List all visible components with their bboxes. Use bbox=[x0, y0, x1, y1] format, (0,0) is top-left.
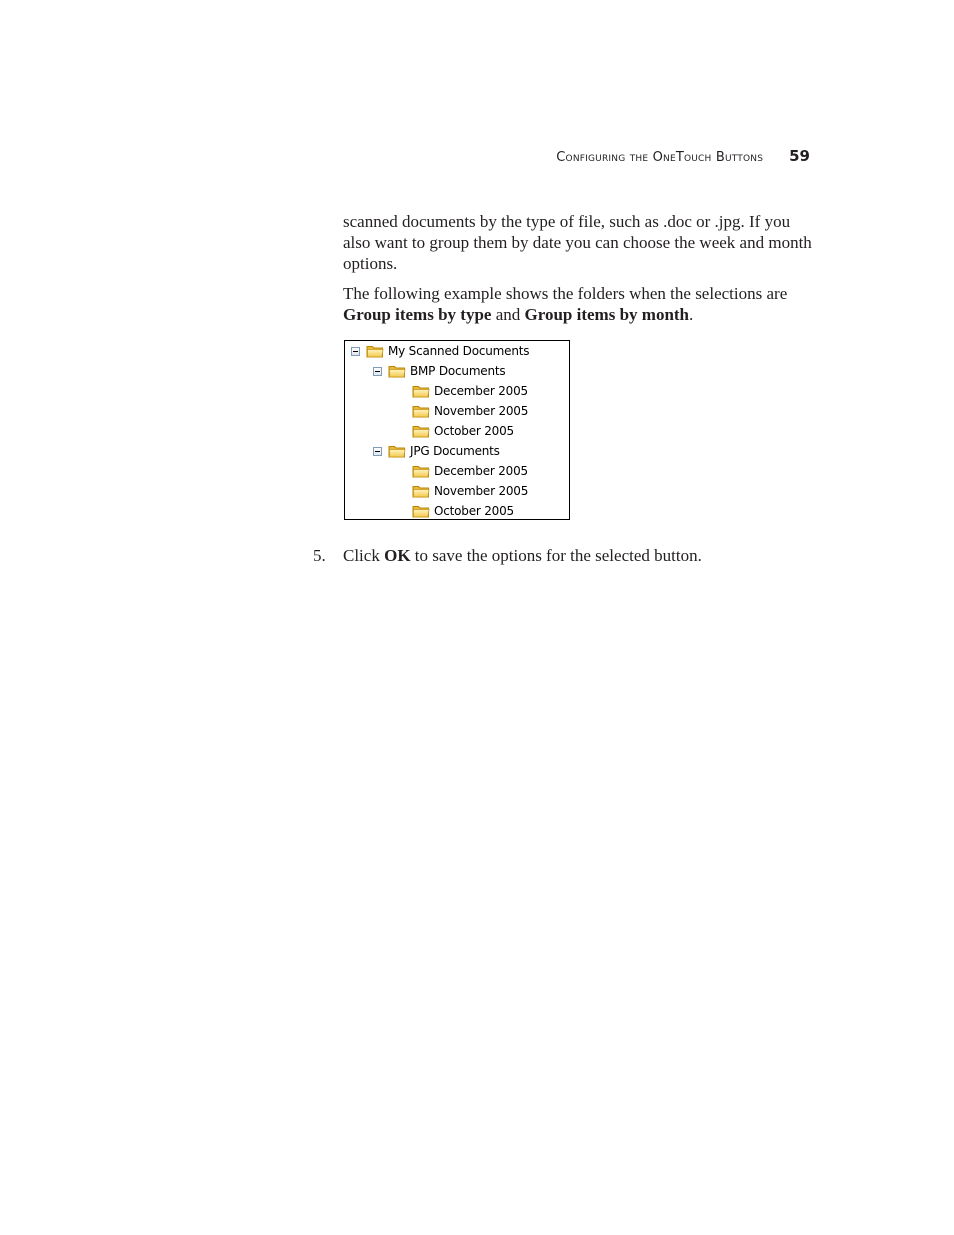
tree-label: October 2005 bbox=[434, 424, 514, 438]
tree-label-root: My Scanned Documents bbox=[388, 344, 530, 358]
folder-icon bbox=[366, 344, 384, 358]
tree-node-jpg-december[interactable] bbox=[412, 462, 528, 480]
folder-icon bbox=[412, 484, 430, 498]
tree-label: November 2005 bbox=[434, 404, 529, 418]
folder-icon bbox=[412, 404, 430, 418]
paragraph-2 bbox=[343, 283, 813, 325]
collapse-icon[interactable] bbox=[373, 447, 382, 456]
ok-term: OK bbox=[384, 546, 411, 565]
paragraph-1 bbox=[343, 211, 813, 274]
tree-node-jpg[interactable] bbox=[373, 442, 500, 460]
tree-label: October 2005 bbox=[434, 504, 514, 518]
tree-label: November 2005 bbox=[434, 484, 529, 498]
collapse-icon[interactable] bbox=[373, 367, 382, 376]
step-5 bbox=[313, 545, 702, 566]
folder-icon bbox=[388, 444, 406, 458]
tree-node-bmp-december[interactable] bbox=[412, 382, 528, 400]
step-text bbox=[343, 545, 702, 566]
tree-label-bmp: BMP Documents bbox=[410, 364, 506, 378]
folder-icon bbox=[412, 424, 430, 438]
tree-label: December 2005 bbox=[434, 464, 528, 478]
collapse-icon[interactable] bbox=[351, 347, 360, 356]
group-by-type-term: Group items by type bbox=[343, 305, 492, 324]
folder-tree-screenshot bbox=[344, 340, 570, 520]
folder-icon bbox=[388, 364, 406, 378]
paragraph-1-text: scanned documents by the type of file, such as .doc or .jpg. If you also want to group them by date you can choose the week and month options. bbox=[343, 212, 812, 273]
paragraph-2-text bbox=[343, 283, 813, 325]
tree-node-bmp[interactable] bbox=[373, 362, 505, 380]
running-title: Configuring the OneTouch Buttons bbox=[556, 150, 764, 165]
tree-node-bmp-november[interactable] bbox=[412, 402, 528, 420]
tree-node-jpg-november[interactable] bbox=[412, 482, 528, 500]
step-text-end: to save the options for the selected button. bbox=[410, 546, 702, 565]
step-number: 5. bbox=[313, 546, 326, 565]
page-number: 59 bbox=[789, 147, 810, 165]
tree-label: December 2005 bbox=[434, 384, 528, 398]
running-header bbox=[500, 147, 810, 165]
tree-label-jpg: JPG Documents bbox=[410, 444, 500, 458]
paragraph-2-mid: and bbox=[491, 305, 525, 324]
folder-icon bbox=[412, 464, 430, 478]
step-text-start: Click bbox=[343, 546, 385, 565]
paragraph-2-start: The following example shows the folders when the selections are bbox=[343, 284, 788, 303]
folder-icon bbox=[412, 504, 430, 518]
folder-icon bbox=[412, 384, 430, 398]
group-by-month-term: Group items by month bbox=[524, 305, 690, 324]
tree-node-bmp-october[interactable] bbox=[412, 422, 514, 440]
tree-node-jpg-october[interactable] bbox=[412, 502, 514, 520]
tree-node-root[interactable] bbox=[351, 342, 529, 360]
paragraph-2-end: . bbox=[689, 305, 694, 324]
